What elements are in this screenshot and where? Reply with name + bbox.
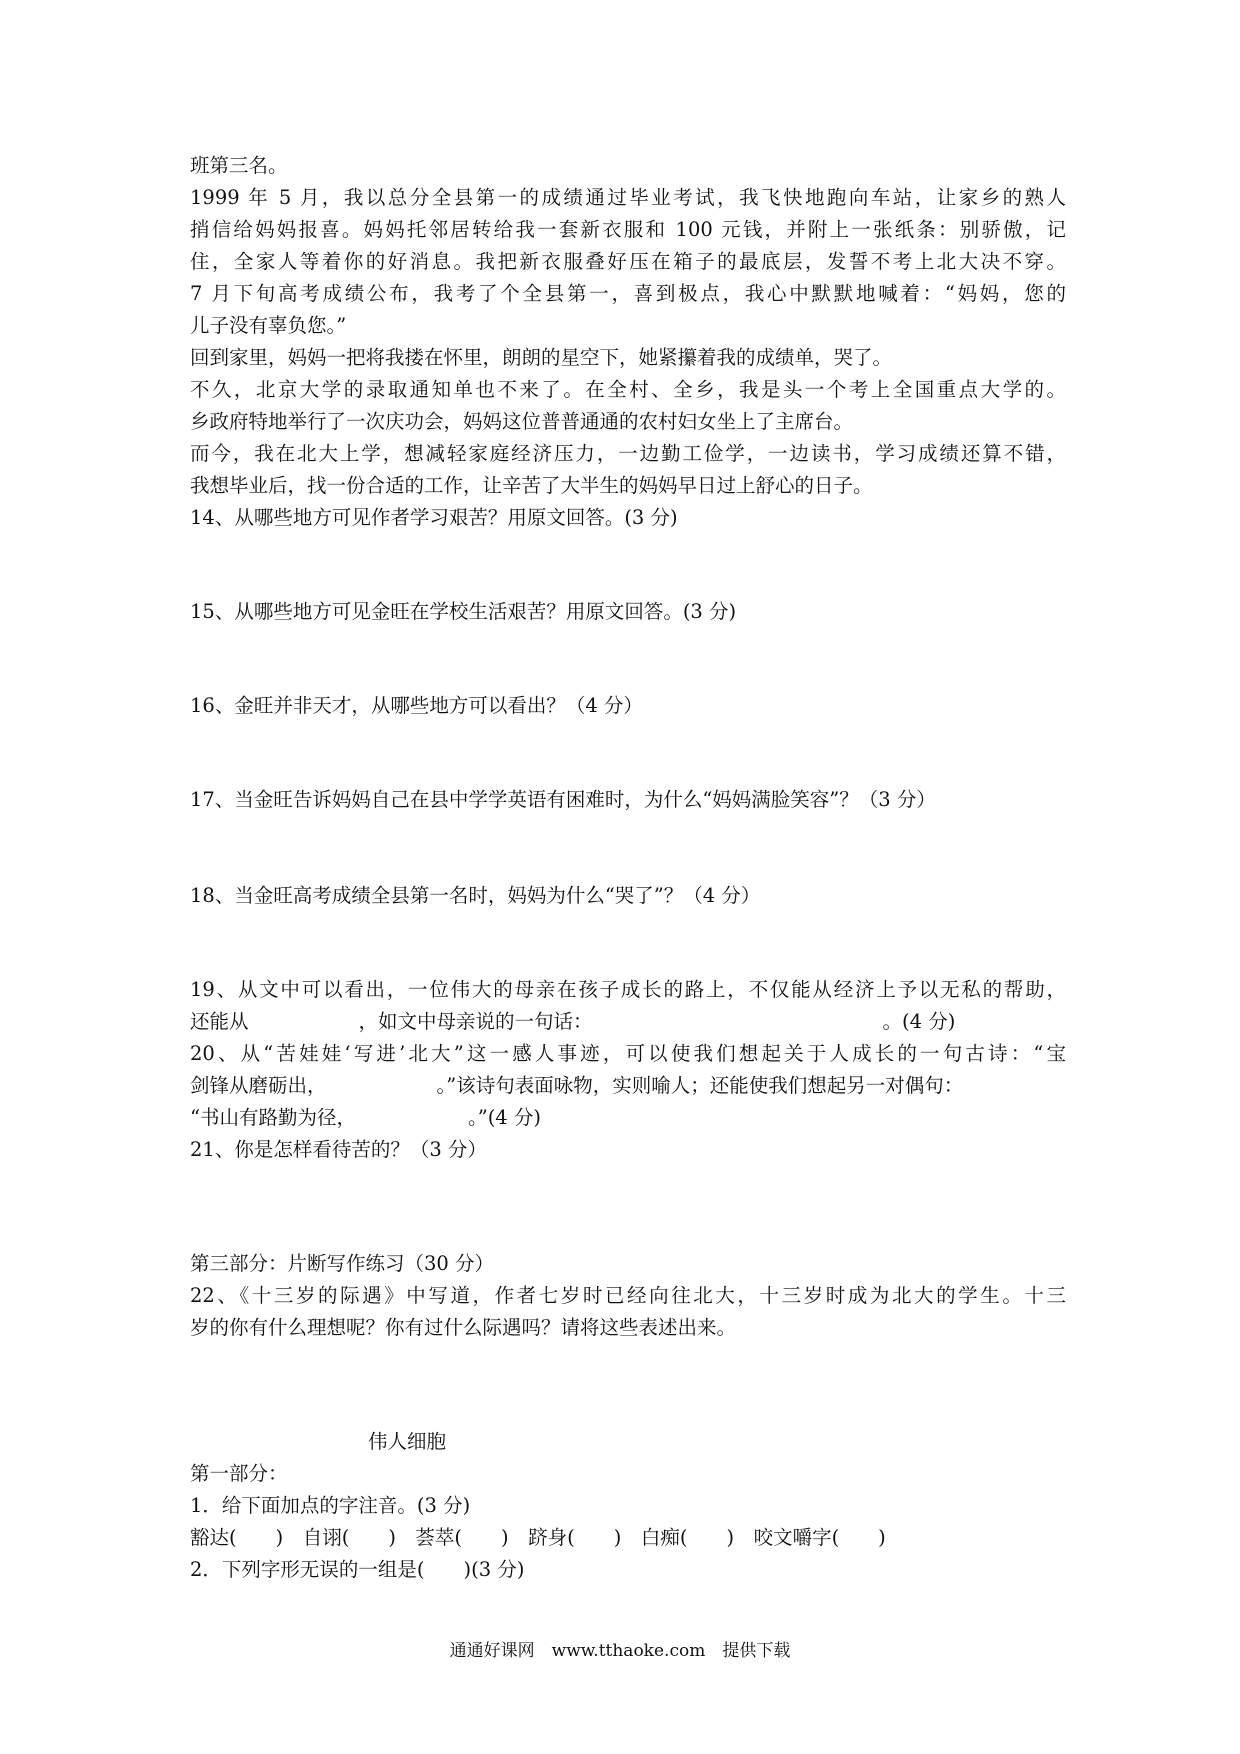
question-19-line [190,1006,1066,1038]
passage-line: 乡政府特地举行了一次庆功会，妈妈这位普普通通的农村妇女坐上了主席台。 [190,410,854,433]
question-1: 1．给下面加点的字注音。(3 分) [190,1494,471,1517]
question-20-line [190,1070,1066,1102]
answer-space [190,912,1066,974]
question-19-line: 19、从文中可以看出，一位伟大的母亲在孩子成长的路上，不仅能从经济上予以无私的帮助， [190,978,1066,1001]
part3-heading: 第三部分：片断写作练习（30 分） [190,1252,495,1275]
answer-space [190,722,1066,784]
q19-text: 。(4 分) [882,1010,956,1033]
passage-line: 儿子没有辜负您。” [190,314,347,337]
passage-line: 而今，我在北大上学，想减轻家庭经济压力，一边勤工俭学，一边读书，学习成绩还算不错， [190,442,1066,465]
part1-heading: 第一部分： [190,1462,288,1485]
question-21: 21、你是怎样看待苦的？（3 分） [190,1138,487,1161]
question-18: 18、当金旺高考成绩全县第一名时，妈妈为什么“哭了”？（4 分） [190,884,761,907]
passage-line: 7 月下旬高考成绩公布，我考了个全县第一，喜到极点，我心中默默地喊着：“妈妈，您的 [190,282,1066,305]
q20-text: “书山有路勤为径， [190,1106,356,1129]
answer-space [190,534,1066,596]
question-1-items: 豁达( ) 自诩( ) 荟萃( ) 跻身( ) 白痴( ) 咬文嚼字( ) [190,1526,886,1549]
question-15: 15、从哪些地方可见金旺在学校生活艰苦？用原文回答。(3 分) [190,600,737,623]
passage-line: 1999 年 5 月，我以总分全县第一的成绩通过毕业考试，我飞快地跑向车站，让家乡的熟人 [190,186,1066,209]
question-14: 14、从哪些地方可见作者学习艰苦？用原文回答。(3 分) [190,506,678,529]
question-22-line: 岁的你有什么理想呢？你有过什么际遇吗？请将这些表述出来。 [190,1316,737,1339]
passage-line: 班第三名。 [190,154,288,177]
q20-text: 。”该诗句表面咏物，实则喻人；还能使我们想起另一对偶句： [436,1074,964,1097]
question-17: 17、当金旺告诉妈妈自己在县中学学英语有困难时，为什么“妈妈满脸笑容”？（3 分） [190,788,936,811]
q20-text: 剑锋从磨砺出， [190,1074,327,1097]
question-20-line: 20、从“苦娃娃‘写进’北大”这一感人事迹，可以使我们想起关于人成长的一句古诗：“宝 [190,1042,1066,1065]
section-title: 伟人细胞 [368,1430,447,1453]
answer-space [190,628,1066,690]
passage-line: 捎信给妈妈报喜。妈妈托邻居转给我一套新衣服和 100 元钱，并附上一张纸条：别骄傲，记 [190,218,1066,241]
q19-text: ，如文中母亲说的一句话： [358,1010,593,1033]
passage-line: 我想毕业后，找一份合适的工作，让辛苦了大半生的妈妈早日过上舒心的日子。 [190,474,873,497]
q19-text: 还能从 [190,1010,249,1033]
question-22-line: 22、《十三岁的际遇》中写道，作者七岁时已经向往北大，十三岁时成为北大的学生。十三 [190,1284,1066,1307]
question-2: 2．下列字形无误的一组是( )(3 分) [190,1558,525,1581]
question-16: 16、金旺并非天才，从哪些地方可以看出？（4 分） [190,694,643,717]
passage-line: 住，全家人等着你的好消息。我把新衣服叠好压在箱子的最底层，发誓不考上北大决不穿。 [190,250,1066,273]
answer-space [190,1344,1066,1426]
page-footer: 通通好课网 www.tthaoke.com 提供下载 [449,1641,791,1661]
question-20-line [190,1102,1066,1134]
q20-text: 。”(4 分) [467,1106,542,1129]
passage-line: 不久，北京大学的录取通知单也不来了。在全村、全乡，我是头一个考上全国重点大学的。 [190,378,1066,401]
page-content [190,150,1066,1586]
passage-line: 回到家里，妈妈一把将我搂在怀里，朗朗的星空下，她紧攥着我的成绩单，哭了。 [190,346,893,369]
answer-space [190,816,1066,880]
answer-space [190,1166,1066,1248]
